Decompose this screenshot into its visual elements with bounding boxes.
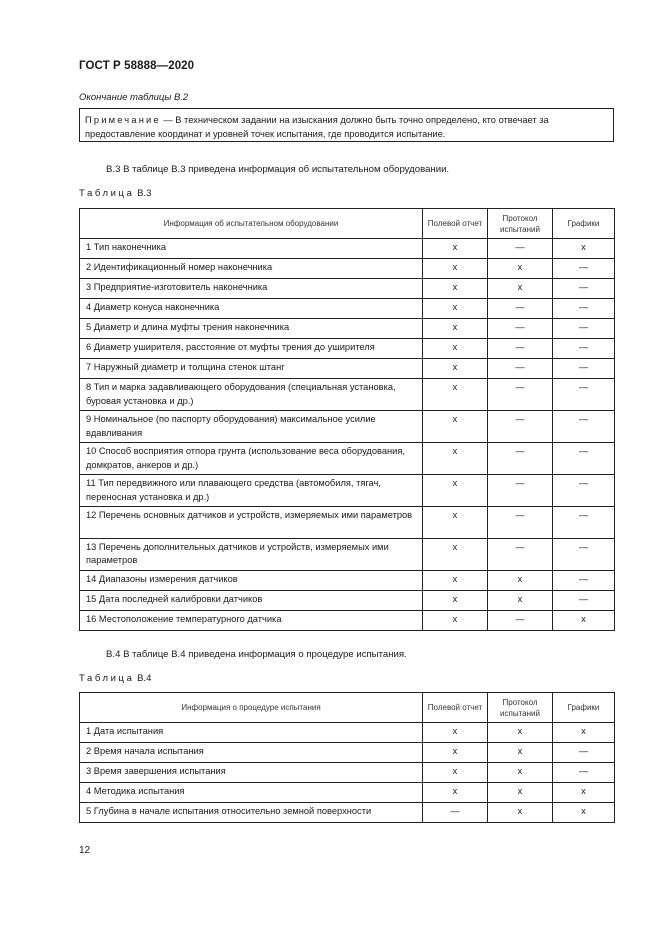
table-cell-mark: — [488, 359, 553, 379]
table-cell-mark: x [423, 610, 488, 630]
table-cell-mark: x [488, 743, 553, 763]
table-cell-mark: x [423, 443, 488, 475]
table-cell-info: 3 Предприятие-изготовитель наконечника [80, 279, 423, 299]
table-b4-header-protocol: Протокол испытаний [488, 693, 553, 723]
table-cell-mark: x [488, 723, 553, 743]
table-cell-mark: — [488, 379, 553, 411]
table-row [80, 570, 615, 590]
table-cell-info: 5 Глубина в начале испытания относительно земной поверхности [80, 803, 423, 823]
table-cell-mark: — [553, 359, 615, 379]
table-cell-info: 4 Диаметр конуса наконечника [80, 299, 423, 319]
table-cell-mark: — [553, 570, 615, 590]
table-cell-mark: x [423, 590, 488, 610]
table-b3-header-info: Информация об испытательном оборудовании [80, 209, 423, 239]
table-cell-mark: — [488, 239, 553, 259]
table-cell-mark: x [423, 570, 488, 590]
table-cell-mark: — [553, 279, 615, 299]
table-cell-mark: — [553, 319, 615, 339]
table-cell-mark: x [423, 783, 488, 803]
table-cell-mark: x [423, 763, 488, 783]
table-cell-mark: x [423, 359, 488, 379]
table-b3-header-charts: Графики [553, 209, 615, 239]
table-row [80, 411, 615, 443]
table-cell-info: 3 Время завершения испытания [80, 763, 423, 783]
table-cell-info: 4 Методика испытания [80, 783, 423, 803]
table-cell-info: 7 Наружный диаметр и толщина стенок штанг [80, 359, 423, 379]
table-row [80, 339, 615, 359]
table-cell-info: 11 Тип передвижного или плавающего средства (автомобиля, тягач, переносная установка и др.) [80, 475, 423, 507]
table-b3-caption-number: В.3 [137, 188, 152, 199]
table-b4 [79, 692, 615, 823]
table-cell-mark: x [423, 339, 488, 359]
table-cell-info: 15 Дата последней калибровки датчиков [80, 590, 423, 610]
table-cell-mark: — [553, 259, 615, 279]
table-cell-mark: x [423, 411, 488, 443]
table-cell-mark: — [488, 339, 553, 359]
table-b4-header-charts: Графики [553, 693, 615, 723]
table-cell-mark: — [488, 610, 553, 630]
table-cell-mark: x [553, 239, 615, 259]
table-b4-caption-number: В.4 [137, 673, 152, 684]
table-row [80, 538, 615, 570]
table-cell-mark: — [553, 507, 615, 539]
table-cell-mark: — [553, 443, 615, 475]
table-cell-mark: x [553, 783, 615, 803]
table-cell-mark: — [488, 319, 553, 339]
page-number: 12 [79, 845, 91, 856]
table-cell-mark: — [553, 411, 615, 443]
table-cell-mark: x [423, 239, 488, 259]
table-cell-mark: x [488, 763, 553, 783]
table-b4-caption-label: Таблица [79, 673, 135, 684]
table-cell-info: 12 Перечень основных датчиков и устройств, измеряемых ими параметров [80, 507, 423, 539]
table-cell-mark: — [488, 443, 553, 475]
table-cell-mark: x [423, 259, 488, 279]
table-row [80, 610, 615, 630]
table-cell-mark: — [423, 803, 488, 823]
table-cell-mark: x [423, 507, 488, 539]
table-b3-header-protocol: Протокол испытаний [488, 209, 553, 239]
table-row [80, 359, 615, 379]
note-line-2: предоставление координат и уровней точек испытания, где проводится испытание. [85, 129, 446, 139]
table-cell-mark: — [553, 743, 615, 763]
table-b3-header-row [80, 209, 615, 239]
table-cell-mark: — [553, 538, 615, 570]
table-cell-mark: — [553, 590, 615, 610]
table-cell-mark: x [423, 475, 488, 507]
table-b4-header-row [80, 693, 615, 723]
table-b2-end-caption: Окончание таблицы В.2 [79, 92, 189, 103]
table-cell-mark: — [488, 411, 553, 443]
note-label: Примечание [85, 115, 161, 125]
table-row [80, 803, 615, 823]
table-cell-mark: — [553, 299, 615, 319]
table-row [80, 443, 615, 475]
table-cell-info: 6 Диаметр уширителя, расстояние от муфты трения до уширителя [80, 339, 423, 359]
table-cell-info: 10 Способ восприятия отпора грунта (использование веса оборудования, домкратов, анкеров и др.) [80, 443, 423, 475]
table-row [80, 259, 615, 279]
table-cell-mark: x [553, 610, 615, 630]
note-line-1 [85, 113, 608, 127]
document-title: ГОСТ Р 58888—2020 [79, 60, 195, 72]
table-b4-header-info: Информация о процедуре испытания [80, 693, 423, 723]
table-cell-info: 1 Дата испытания [80, 723, 423, 743]
table-cell-info: 16 Местоположение температурного датчика [80, 610, 423, 630]
table-b4-header-field-report: Полевой отчет [423, 693, 488, 723]
table-cell-mark: — [488, 475, 553, 507]
table-cell-info: 1 Тип наконечника [80, 239, 423, 259]
paragraph-b4: В.4 В таблице В.4 приведена информация о процедуре испытания. [106, 649, 407, 660]
table-row [80, 507, 615, 539]
table-cell-mark: x [423, 723, 488, 743]
note-text-1: — В техническом задании на изыскания должно быть точно определено, кто отвечает за [160, 115, 549, 125]
table-cell-info: 2 Идентификационный номер наконечника [80, 259, 423, 279]
table-row [80, 239, 615, 259]
table-row [80, 279, 615, 299]
table-cell-mark: x [488, 279, 553, 299]
table-cell-mark: x [423, 379, 488, 411]
paragraph-b3: В.3 В таблице В.3 приведена информация об испытательном оборудовании. [106, 164, 450, 175]
table-b3 [79, 208, 615, 631]
table-cell-mark: — [553, 763, 615, 783]
table-b3-caption [79, 188, 151, 199]
table-cell-info: 2 Время начала испытания [80, 743, 423, 763]
table-cell-info: 9 Номинальное (по паспорту оборудования) максимальное усилие вдавливания [80, 411, 423, 443]
table-cell-mark: x [553, 723, 615, 743]
table-row [80, 763, 615, 783]
table-row [80, 723, 615, 743]
table-row [80, 299, 615, 319]
table-cell-mark: — [488, 507, 553, 539]
table-cell-mark: x [553, 803, 615, 823]
table-cell-info: 5 Диаметр и длина муфты трения наконечника [80, 319, 423, 339]
table-cell-info: 14 Диапазоны измерения датчиков [80, 570, 423, 590]
table-cell-mark: x [423, 279, 488, 299]
table-cell-mark: x [488, 803, 553, 823]
table-cell-mark: x [423, 319, 488, 339]
table-cell-mark: — [553, 475, 615, 507]
table-cell-mark: x [488, 783, 553, 803]
table-cell-mark: x [423, 743, 488, 763]
table-cell-info: 13 Перечень дополнительных датчиков и устройств, измеряемых ими параметров [80, 538, 423, 570]
table-cell-mark: — [553, 339, 615, 359]
table-b4-caption [79, 673, 151, 684]
table-cell-mark: x [423, 538, 488, 570]
table-row [80, 783, 615, 803]
table-cell-mark: x [423, 299, 488, 319]
table-cell-mark: — [553, 379, 615, 411]
table-cell-mark: x [488, 259, 553, 279]
table-b3-header-field-report: Полевой отчет [423, 209, 488, 239]
table-row [80, 743, 615, 763]
table-row [80, 475, 615, 507]
table-b3-caption-label: Таблица [79, 188, 135, 199]
table-cell-mark: x [488, 590, 553, 610]
note-box [79, 108, 614, 142]
table-cell-mark: — [488, 538, 553, 570]
table-row [80, 319, 615, 339]
table-cell-mark: x [488, 570, 553, 590]
table-row [80, 379, 615, 411]
table-cell-info: 8 Тип и марка задавливающего оборудования (специальная установка, буровая установка и др.) [80, 379, 423, 411]
table-row [80, 590, 615, 610]
table-cell-mark: — [488, 299, 553, 319]
